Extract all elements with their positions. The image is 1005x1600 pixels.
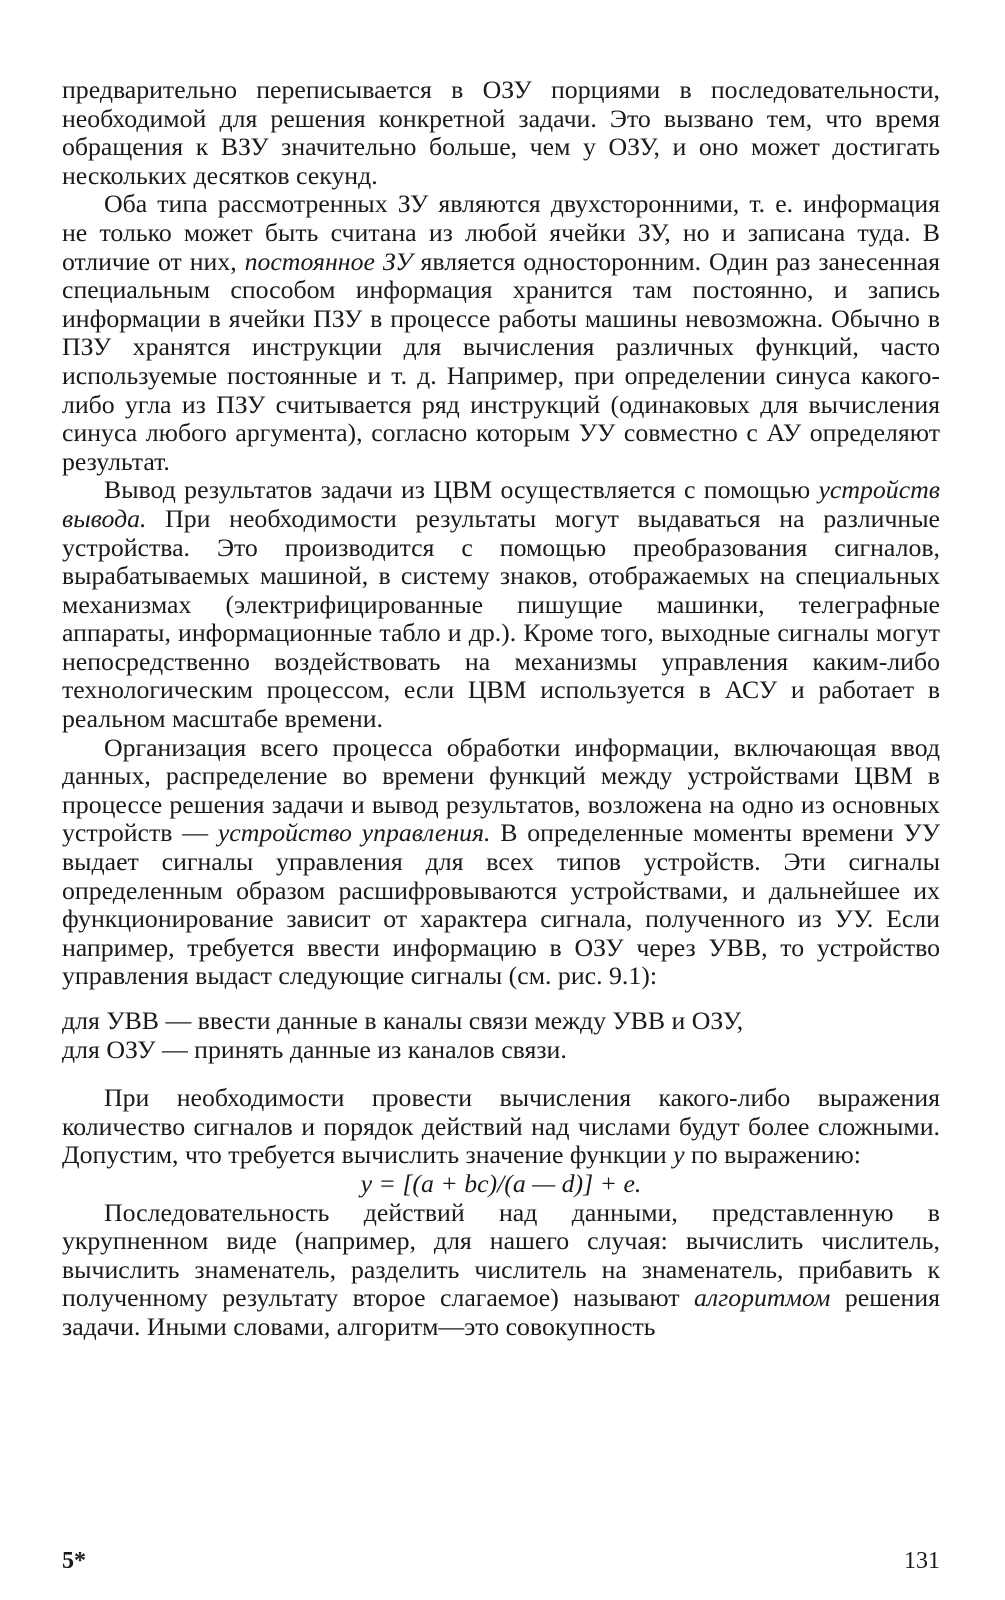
paragraph-continuation: предварительно переписывается в ОЗУ порциями в последовательности, необходимой для решения конкретной задачи. Это вызвано тем, что время обращения к ВЗУ значительно больше, чем у ОЗУ, и оно может достигать нескольких десятков секунд. [62,75,940,190]
signal-line-ram: для ОЗУ — принять данные из каналов связи. [62,1034,567,1064]
variable-y: y [673,1140,685,1170]
paragraph-output-devices: Вывод результатов задачи из ЦВМ осуществляется с помощью устройств вывода. При необходимости результаты могут выдаваться на различные устройства. Это производится с помощью преобразования сигналов, вырабатываемых машиной, в систему знаков, отображаемых на специальных механизмах (электрифицированные пишущие машинки, телеграфные аппараты, информационные табло и др.). Кроме того, выходные сигналы могут непосредственно воздействовать на механизмы управления каким-либо технологическим процессом, если ЦВМ используется в АСУ и работает в реальном масштабе времени. [62,475,940,734]
paragraph-expression: При необходимости провести вычисления какого-либо выражения количество сигналов и порядок действий над числами будут более сложными. Допустим, что требуется вычислить значение функции y по выражению: [62,1083,940,1170]
term-output-devices: устройств вывода. [62,475,940,533]
formula: y = [(a + bc)/(a — d)] + e. [360,1168,642,1198]
signal-line-io: для УВВ — ввести данные в каналы связи между УВВ и ОЗУ, [62,1006,744,1035]
signature-mark: 5* [62,1548,86,1574]
page-number: 131 [904,1548,940,1574]
term-algorithm: алгоритмом [694,1283,831,1313]
term-rom: постоянное ЗУ [244,246,413,276]
paragraph-algorithm: Последовательность действий над данными, представленную в укрупненном виде (например, для нашего случая: вычислить числитель, вычислить знаменатель, разделить числитель на знаменатель, прибавить к полученному результату второе слагаемое) называют алгоритмом решения задачи. Иными словами, алгоритм—это совокупность [62,1197,940,1341]
term-control-unit: устройство управления. [217,818,491,848]
body-text [62,76,940,1342]
paragraph-control-unit: Организация всего процесса обработки информации, включающая ввод данных, распределение во времени функций между устройствами ЦВМ в процессе решения задачи и вывод результатов, возложена на одно из основных устройств — устройство управления. В определенные моменты времени УУ выдает сигналы управления для всех типов устройств. Эти сигналы определенным образом расшифровываются устройствами, и дальнейшее их функционирование зависит от характера сигнала, полученного из УУ. Если например, требуется ввести информацию в ОЗУ через УВВ, то устройство управления выдаст следующие сигналы (см. рис. 9.1): [62,732,940,991]
paragraph-memory-types: Оба типа рассмотренных ЗУ являются двухсторонними, т. е. информация не только может быть считана из любой ячейки ЗУ, но и записана туда. В отличие от них, постоянное ЗУ является односторонним. Один раз занесенная специальным способом информация хранится там постоянно, и запись информации в ячейки ПЗУ в процессе работы машины невозможна. Обычно в ПЗУ хранятся инструкции для вычисления различных функций, часто используемые постоянные и т. д. Например, при определении синуса какого-либо угла из ПЗУ считывается ряд инструкций (одинаковых для вычисления синуса любого аргумента), согласно которым УУ совместно с АУ определяют результат. [62,189,941,476]
